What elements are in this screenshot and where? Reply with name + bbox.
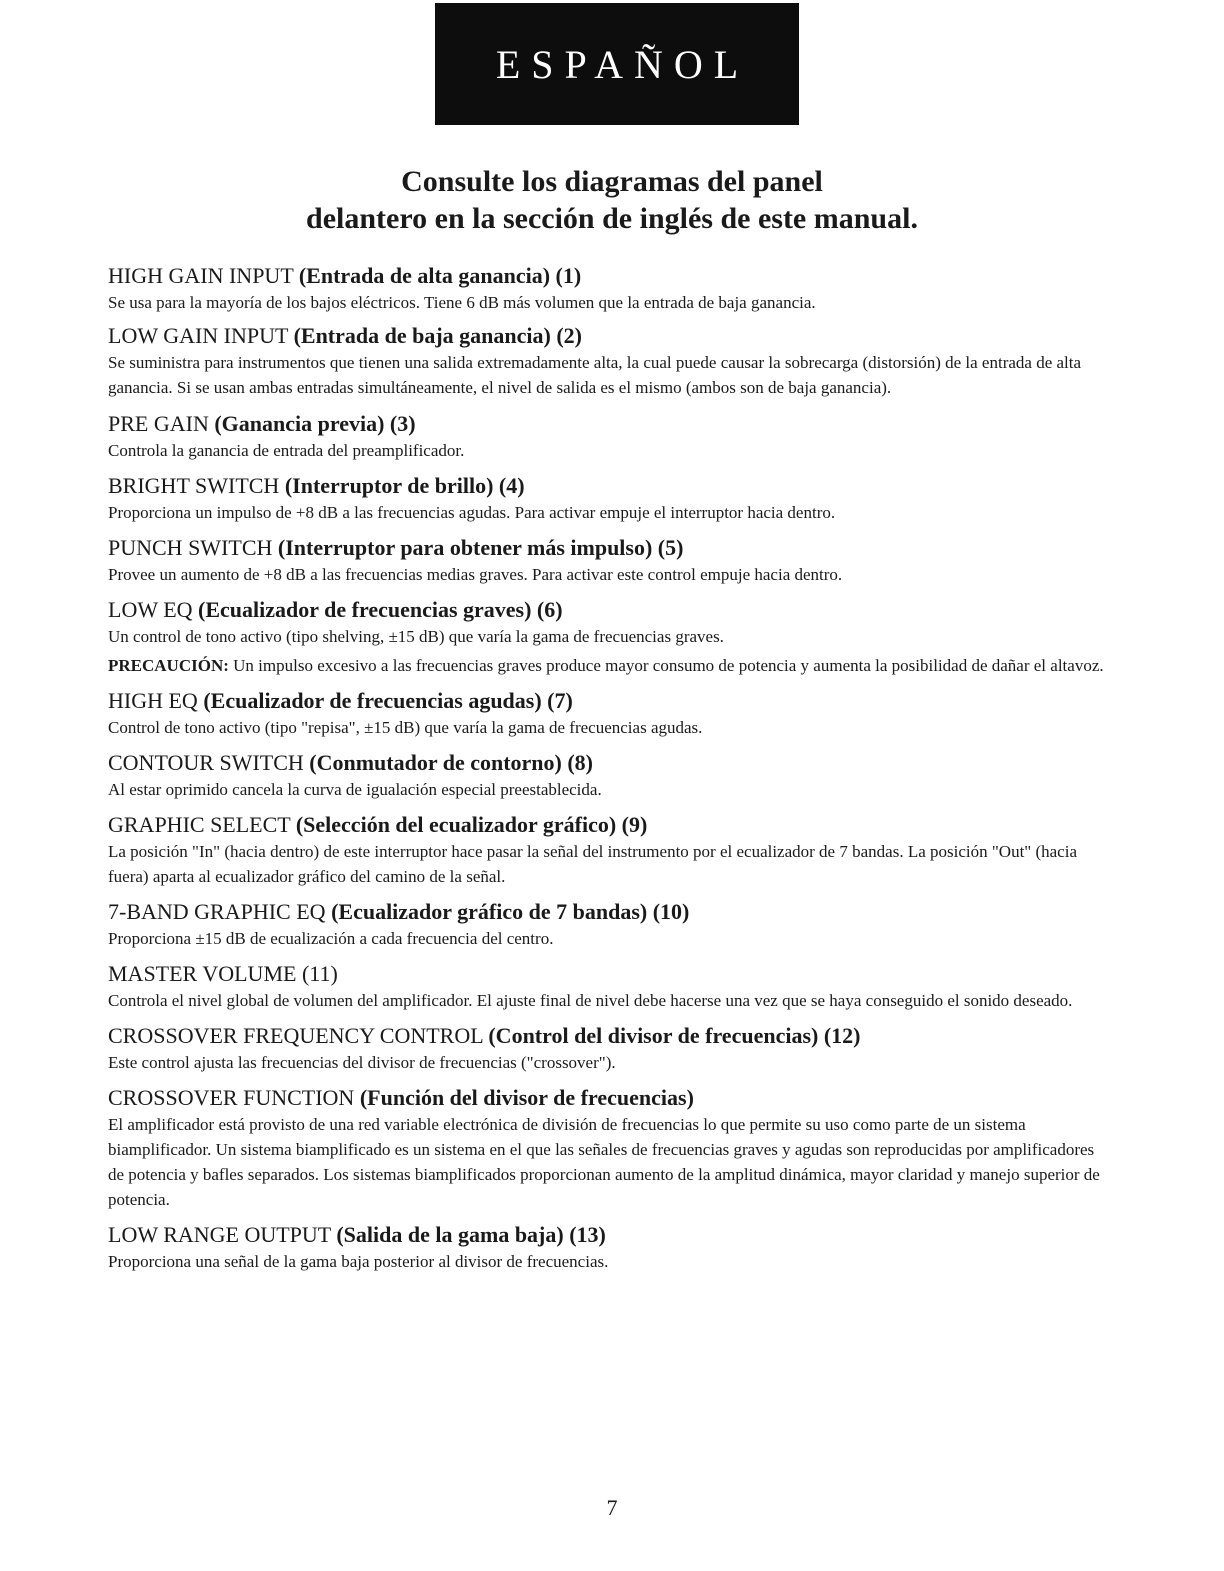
section-body: Se suministra para instrumentos que tienen una salida extremadamente alta, la cual puede causar la sobrecarga (distorsión) de la entrada de alta ganancia. Si se usan ambas entradas simultáneamente, el nivel de salida es el mismo (ambos son de baja ganancia). xyxy=(108,353,1082,397)
section-title-name: BRIGHT SWITCH xyxy=(108,473,280,498)
section-body: Controla el nivel global de volumen del amplificador. El ajuste final de nivel debe hacerse una vez que se haya conseguido el sonido deseado. xyxy=(108,991,1073,1010)
section-title xyxy=(108,687,1108,715)
section-body: Provee un aumento de +8 dB a las frecuencias medias graves. Para activar este control empuje hacia dentro. xyxy=(108,565,843,584)
section-body: Se usa para la mayoría de los bajos eléctricos. Tiene 6 dB más volumen que la entrada de baja ganancia. xyxy=(108,293,816,312)
section-body: Proporciona ±15 dB de ecualización a cada frecuencia del centro. xyxy=(108,929,554,948)
section-crossover-frequency-control xyxy=(108,1022,1108,1075)
section-title-detail: (Control del divisor de frecuencias) (12) xyxy=(488,1023,861,1048)
section-title-detail: (Función del divisor de frecuencias) xyxy=(359,1085,694,1110)
section-body: Este control ajusta las frecuencias del divisor de frecuencias ("crossover"). xyxy=(108,1053,616,1072)
section-title-name: CONTOUR SWITCH xyxy=(108,750,304,775)
section-title-detail: (Interruptor de brillo) (4) xyxy=(284,473,525,498)
section-body: Controla la ganancia de entrada del preamplificador. xyxy=(108,441,465,460)
heading-line-2: delantero en la sección de inglés de este manual. xyxy=(306,202,918,235)
section-title xyxy=(108,811,1108,839)
section-title-name: 7-BAND GRAPHIC EQ xyxy=(108,899,326,924)
section-title-detail: (Ganancia previa) (3) xyxy=(214,411,416,436)
section-title xyxy=(108,898,1108,926)
section-title-name: LOW EQ xyxy=(108,597,193,622)
section-body: Proporciona una señal de la gama baja posterior al divisor de frecuencias. xyxy=(108,1252,609,1271)
section-punch-switch xyxy=(108,534,1108,587)
section-title xyxy=(108,1022,1108,1050)
section-master-volume xyxy=(108,960,1108,1013)
section-title-detail: (Ecualizador de frecuencias graves) (6) xyxy=(198,597,563,622)
section-title xyxy=(108,1084,1108,1112)
section-high-gain-input xyxy=(108,262,1108,315)
section-body: El amplificador está provisto de una red variable electrónica de división de frecuencias lo que permite su uso como parte de un sistema biamplificador. Un sistema biamplificado es un sistema en el que las señales de frecuencias graves y agudas son reproducidas por amplificadores de potencia y bafles separados. Los sistemas biamplificados proporcionan aumento de la amplitud dinámica, mayor claridad y manejo superior de potencia. xyxy=(108,1115,1100,1209)
section-title-detail: (Conmutador de contorno) (8) xyxy=(309,750,594,775)
section-title-name: LOW GAIN INPUT xyxy=(108,323,289,348)
section-low-gain-input xyxy=(108,322,1108,400)
section-body: Proporciona un impulso de +8 dB a las frecuencias agudas. Para activar empuje el interruptor hacia dentro. xyxy=(108,503,836,522)
section-body: Control de tono activo (tipo "repisa", ±15 dB) que varía la gama de frecuencias agudas. xyxy=(108,718,703,737)
section-title-detail: (Ecualizador de frecuencias agudas) (7) xyxy=(203,688,573,713)
language-banner xyxy=(435,3,799,125)
section-title-detail: (Interruptor para obtener más impulso) (5) xyxy=(277,535,684,560)
section-crossover-function xyxy=(108,1084,1108,1212)
section-title-name: HIGH EQ xyxy=(108,688,198,713)
section-body: Al estar oprimido cancela la curva de igualación especial preestablecida. xyxy=(108,780,602,799)
section-body: Un control de tono activo (tipo shelving, ±15 dB) que varía la gama de frecuencias graves. xyxy=(108,627,724,646)
section-title xyxy=(108,410,1108,438)
section-title xyxy=(108,960,1108,988)
heading-line-1: Consulte los diagramas del panel xyxy=(401,165,823,198)
section-high-eq xyxy=(108,687,1108,740)
section-bright-switch xyxy=(108,472,1108,525)
section-body: La posición "In" (hacia dentro) de este interruptor hace pasar la señal del instrumento por el ecualizador de 7 bandas. La posición "Out" (hacia fuera) aparta al ecualizador gráfico del camino de la señal. xyxy=(108,842,1077,886)
section-title-name: CROSSOVER FREQUENCY CONTROL xyxy=(108,1023,483,1048)
section-title-name: GRAPHIC SELECT xyxy=(108,812,291,837)
section-title-detail: (Entrada de alta ganancia) (1) xyxy=(298,263,582,288)
section-title-detail: (Salida de la gama baja) (13) xyxy=(336,1222,606,1247)
page-number: 7 xyxy=(606,1495,618,1520)
section-graphic-select xyxy=(108,811,1108,889)
section-title xyxy=(108,472,1108,500)
caution-note xyxy=(108,653,1108,678)
section-title xyxy=(108,262,1108,290)
section-title-name: LOW RANGE OUTPUT xyxy=(108,1222,331,1247)
caution-label: PRECAUCIÓN: xyxy=(108,656,229,675)
feature-descriptions xyxy=(108,262,1108,1274)
section-title-name: HIGH GAIN INPUT xyxy=(108,263,294,288)
section-title-detail: (Entrada de baja ganancia) (2) xyxy=(293,323,583,348)
section-title-detail: (Ecualizador gráfico de 7 bandas) (10) xyxy=(331,899,690,924)
section-contour-switch xyxy=(108,749,1108,802)
page-heading xyxy=(0,163,1224,237)
section-title-name: PRE GAIN xyxy=(108,411,209,436)
section-title xyxy=(108,596,1108,624)
section-title-detail: (Selección del ecualizador gráfico) (9) xyxy=(295,812,648,837)
section-low-range-output xyxy=(108,1221,1108,1274)
language-label: ESPAÑOL xyxy=(495,41,750,87)
section-title xyxy=(108,534,1108,562)
section-7-band-graphic-eq xyxy=(108,898,1108,951)
section-title-name: CROSSOVER FUNCTION xyxy=(108,1085,355,1110)
section-title-name: PUNCH SWITCH xyxy=(108,535,273,560)
section-low-eq xyxy=(108,596,1108,678)
section-title xyxy=(108,1221,1108,1249)
caution-text: Un impulso excesivo a las frecuencias graves produce mayor consumo de potencia y aumenta la posibilidad de dañar el altavoz. xyxy=(228,656,1104,675)
section-title xyxy=(108,749,1108,777)
section-title xyxy=(108,322,1108,350)
section-title-name: MASTER VOLUME (11) xyxy=(108,961,338,986)
section-pre-gain xyxy=(108,410,1108,463)
